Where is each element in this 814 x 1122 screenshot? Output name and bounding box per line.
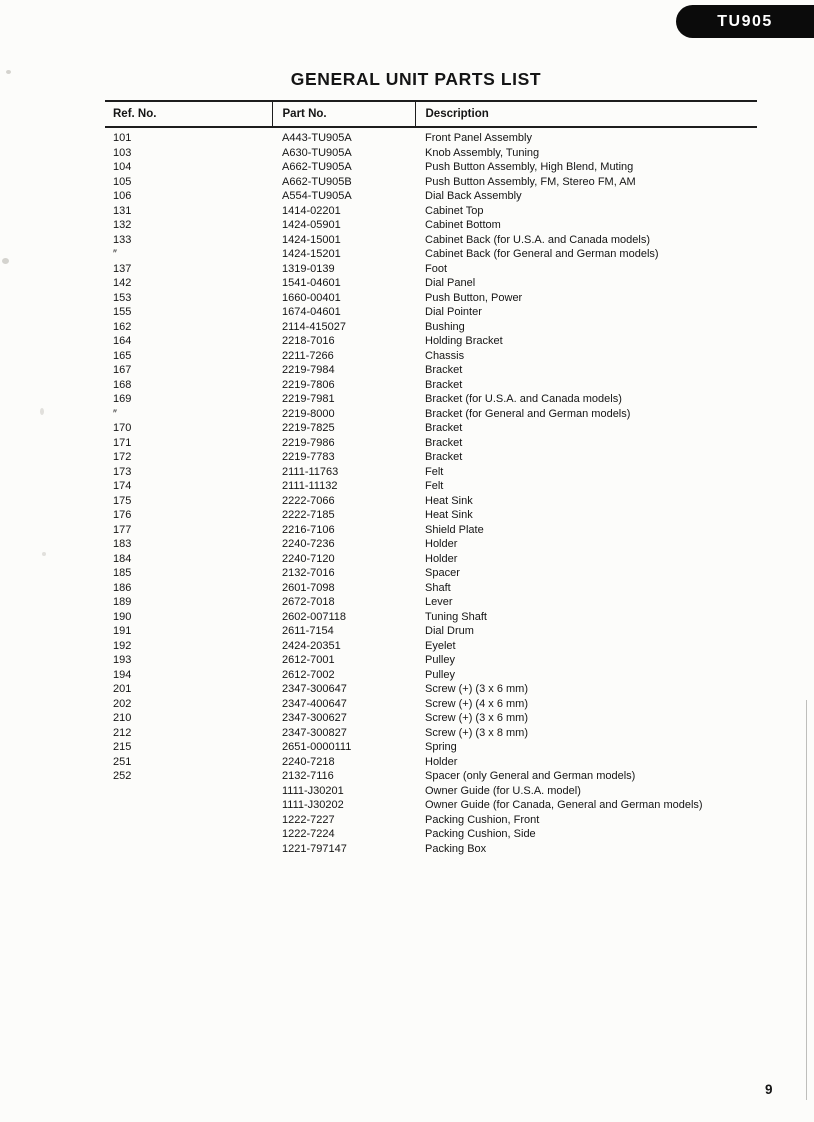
cell-ref: 176 — [113, 509, 132, 521]
parts-table — [105, 100, 757, 856]
table-row — [105, 305, 757, 320]
cell-desc: Holder — [425, 755, 458, 768]
table-row — [105, 262, 757, 277]
cell-ref: 171 — [113, 436, 132, 449]
scan-speckle — [2, 258, 9, 264]
table-row — [105, 204, 757, 219]
table-row — [105, 436, 757, 451]
cell-part: 2602-007118 — [282, 610, 347, 623]
cell-ref: 101 — [113, 132, 132, 144]
table-row — [105, 276, 757, 291]
cell-desc: Bracket — [425, 422, 463, 434]
cell-part: 2347-300627 — [282, 712, 347, 724]
table-row — [105, 624, 757, 639]
cell-ref: 185 — [113, 567, 132, 579]
cell-part: 2611-7154 — [282, 625, 334, 637]
cell-part: 2219-7806 — [282, 378, 335, 391]
table-row — [105, 711, 757, 726]
cell-desc: Holder — [425, 552, 458, 565]
cell-desc: Packing Cushion, Side — [425, 828, 536, 840]
table-row — [105, 146, 757, 161]
cell-part: 1414-02201 — [282, 204, 341, 217]
cell-part: A662-TU905B — [282, 175, 352, 188]
cell-part: 2651-0000111 — [282, 741, 352, 753]
page-title: GENERAL UNIT PARTS LIST — [290, 68, 542, 89]
cell-desc: Pulley — [425, 668, 455, 681]
cell-ref: 210 — [113, 712, 132, 724]
cell-desc: Spring — [425, 741, 457, 753]
cell-part: 1222-7227 — [282, 813, 335, 826]
cell-part: 2211-7266 — [282, 349, 334, 362]
cell-ref: 133 — [113, 233, 132, 246]
cell-part: 2240-7120 — [282, 552, 335, 565]
table-row — [105, 581, 757, 596]
cell-desc: Eyelet — [425, 639, 456, 652]
cell-desc: Knob Assembly, Tuning — [425, 146, 540, 159]
cell-desc: Owner Guide (for Canada, General and German models) — [425, 799, 703, 811]
cell-desc: Shield Plate — [425, 523, 484, 536]
cell-desc: Pulley — [425, 654, 455, 666]
table-row — [105, 363, 757, 378]
cell-desc: Spacer — [425, 567, 460, 579]
table-row — [105, 668, 757, 683]
cell-ref: 177 — [113, 523, 132, 536]
cell-ref: 186 — [113, 581, 132, 594]
header-row — [105, 101, 757, 127]
table-row — [105, 320, 757, 335]
cell-ref: 142 — [113, 277, 132, 289]
table-row — [105, 784, 757, 799]
cell-ref: 132 — [113, 219, 132, 231]
table-row — [105, 407, 757, 422]
cell-ref: 104 — [113, 161, 132, 173]
cell-ref: 191 — [113, 625, 132, 637]
cell-ref: 194 — [113, 668, 132, 681]
cell-part: 2222-7185 — [282, 509, 335, 521]
table-row — [105, 479, 757, 494]
cell-desc: Dial Pointer — [425, 306, 482, 318]
cell-ref: 131 — [113, 204, 132, 217]
cell-part: 1660-00401 — [282, 291, 341, 304]
column-header-ref-no: Ref. No. — [105, 101, 272, 127]
table-row — [105, 127, 757, 146]
cell-desc: Push Button Assembly, High Blend, Muting — [425, 161, 634, 173]
cell-ref: 251 — [113, 755, 132, 768]
cell-part: 2219-7825 — [282, 422, 335, 434]
scan-speckle — [40, 408, 44, 415]
cell-part: A630-TU905A — [282, 146, 352, 159]
cell-ref: 193 — [113, 654, 132, 666]
table-row — [105, 566, 757, 581]
model-badge — [676, 5, 814, 38]
cell-part: 2424-20351 — [282, 639, 341, 652]
cell-desc: Holding Bracket — [425, 335, 503, 347]
cell-part: 2347-300827 — [282, 726, 347, 739]
cell-ref — [105, 842, 272, 857]
cell-ref: 155 — [113, 306, 132, 318]
cell-ref: 165 — [113, 349, 132, 362]
cell-ref — [105, 827, 272, 842]
cell-ref: 192 — [113, 639, 132, 652]
cell-desc: Dial Drum — [425, 625, 474, 637]
scan-speckle — [42, 552, 46, 556]
cell-part: 1424-05901 — [282, 219, 341, 231]
cell-desc: Heat Sink — [425, 494, 473, 507]
cell-desc: Cabinet Back (for General and German models) — [425, 248, 659, 260]
table-row — [105, 610, 757, 625]
table-row — [105, 798, 757, 813]
cell-part: 2219-7783 — [282, 451, 335, 463]
table-row — [105, 175, 757, 190]
cell-ref: 189 — [113, 596, 132, 608]
cell-desc: Bracket — [425, 364, 463, 376]
cell-part: 2347-400647 — [282, 697, 347, 710]
cell-ref: 170 — [113, 422, 132, 434]
cell-desc: Holder — [425, 538, 458, 550]
table-row — [105, 189, 757, 204]
cell-desc: Heat Sink — [425, 509, 473, 521]
cell-desc: Push Button, Power — [425, 291, 523, 304]
cell-ref: 212 — [113, 726, 132, 739]
cell-ref: 175 — [113, 494, 132, 507]
cell-part: 2240-7218 — [282, 755, 335, 768]
cell-part: 1111-J30202 — [282, 799, 344, 811]
table-row — [105, 291, 757, 306]
table-row — [105, 537, 757, 552]
cell-desc: Push Button Assembly, FM, Stereo FM, AM — [425, 175, 636, 188]
table-row — [105, 247, 757, 262]
cell-ref: 184 — [113, 552, 132, 565]
cell-part: 1424-15201 — [282, 248, 341, 260]
cell-ref: 169 — [113, 393, 132, 405]
table-row — [105, 421, 757, 436]
table-row — [105, 595, 757, 610]
table-row — [105, 755, 757, 770]
cell-desc: Cabinet Bottom — [425, 219, 501, 231]
cell-part: 2114-415027 — [282, 320, 347, 333]
table-row — [105, 813, 757, 828]
cell-desc: Bushing — [425, 320, 465, 333]
cell-part: 2111-11132 — [282, 480, 338, 492]
cell-ref: ″ — [113, 248, 117, 260]
table-row — [105, 697, 757, 712]
cell-ref: 252 — [113, 770, 132, 782]
cell-part: 1319-0139 — [282, 262, 335, 275]
cell-part: 1111-J30201 — [282, 784, 344, 797]
cell-part: 2222-7066 — [282, 494, 335, 507]
cell-desc: Bracket — [425, 451, 463, 463]
table-row — [105, 334, 757, 349]
cell-desc: Packing Cushion, Front — [425, 813, 540, 826]
cell-part: 2219-8000 — [282, 407, 335, 420]
table-row — [105, 726, 757, 741]
cell-desc: Cabinet Back (for U.S.A. and Canada models) — [425, 233, 651, 246]
cell-desc: Lever — [425, 596, 453, 608]
cell-ref: 103 — [113, 146, 132, 159]
table-row — [105, 160, 757, 175]
cell-ref: 174 — [113, 480, 132, 492]
cell-ref: 168 — [113, 378, 132, 391]
cell-ref: 183 — [113, 538, 132, 550]
table-row — [105, 465, 757, 480]
table-row — [105, 740, 757, 755]
table-row — [105, 653, 757, 668]
cell-part: 2612-7001 — [282, 654, 335, 666]
parts-table-body — [105, 127, 757, 856]
cell-part: A443-TU905A — [282, 132, 352, 144]
table-row — [105, 233, 757, 248]
cell-desc: Packing Box — [425, 842, 487, 855]
cell-desc: Foot — [425, 262, 448, 275]
cell-ref: 202 — [113, 697, 132, 710]
cell-ref: 153 — [113, 291, 132, 304]
cell-desc: Shaft — [425, 581, 451, 594]
scan-artifact-line — [806, 700, 807, 1100]
scan-speckle — [6, 70, 11, 74]
cell-part: 2601-7098 — [282, 581, 335, 594]
cell-desc: Bracket — [425, 436, 463, 449]
cell-desc: Screw (+) (4 x 6 mm) — [425, 697, 528, 710]
model-badge-label: TU905 — [717, 12, 773, 30]
cell-part: 2219-7986 — [282, 436, 335, 449]
cell-ref: ″ — [113, 407, 117, 420]
parts-table-header — [105, 101, 757, 127]
cell-part: 2672-7018 — [282, 596, 335, 608]
table-row — [105, 523, 757, 538]
cell-part: 1541-04601 — [282, 277, 341, 289]
cell-desc: Dial Back Assembly — [425, 190, 522, 202]
cell-desc: Felt — [425, 480, 444, 492]
cell-ref: 106 — [113, 190, 132, 202]
cell-part: 1674-04601 — [282, 306, 341, 318]
table-row — [105, 392, 757, 407]
cell-part: 2218-7016 — [282, 335, 335, 347]
cell-ref — [105, 798, 272, 813]
table-row — [105, 494, 757, 509]
cell-part: 2219-7984 — [282, 364, 335, 376]
cell-part: 2240-7236 — [282, 538, 335, 550]
cell-part: 2132-7116 — [282, 770, 334, 782]
cell-ref: 105 — [113, 175, 132, 188]
table-row — [105, 349, 757, 364]
table-row — [105, 552, 757, 567]
cell-desc: Bracket (for General and German models) — [425, 407, 631, 420]
cell-desc: Felt — [425, 465, 444, 478]
table-row — [105, 450, 757, 465]
cell-ref: 164 — [113, 335, 132, 347]
column-header-part-no: Part No. — [272, 101, 415, 127]
cell-ref: 215 — [113, 741, 132, 753]
cell-part: 2612-7002 — [282, 668, 335, 681]
table-row — [105, 682, 757, 697]
table-row — [105, 827, 757, 842]
cell-desc: Tuning Shaft — [425, 610, 487, 623]
cell-part: 2347-300647 — [282, 683, 347, 695]
cell-part: 2219-7981 — [282, 393, 335, 405]
cell-part: A662-TU905A — [282, 161, 352, 173]
table-row — [105, 842, 757, 857]
cell-part: A554-TU905A — [282, 190, 352, 202]
cell-ref — [105, 813, 272, 828]
cell-ref: 190 — [113, 610, 132, 623]
cell-ref: 162 — [113, 320, 132, 333]
cell-part: 1221-797147 — [282, 842, 347, 855]
cell-ref — [105, 784, 272, 799]
table-row — [105, 378, 757, 393]
cell-desc: Bracket — [425, 378, 463, 391]
cell-desc: Screw (+) (3 x 6 mm) — [425, 683, 528, 695]
cell-desc: Cabinet Top — [425, 204, 484, 217]
cell-ref: 137 — [113, 262, 132, 275]
cell-desc: Bracket (for U.S.A. and Canada models) — [425, 393, 622, 405]
cell-desc: Dial Panel — [425, 277, 476, 289]
cell-part: 1424-15001 — [282, 233, 341, 246]
cell-desc: Front Panel Assembly — [425, 132, 532, 144]
cell-part: 1222-7224 — [282, 828, 335, 840]
column-header-description: Description — [415, 101, 757, 127]
cell-desc: Chassis — [425, 349, 465, 362]
cell-part: 2111-11763 — [282, 465, 339, 478]
cell-desc: Screw (+) (3 x 8 mm) — [425, 726, 528, 739]
cell-ref: 172 — [113, 451, 132, 463]
cell-ref: 201 — [113, 683, 132, 695]
table-row — [105, 218, 757, 233]
table-row — [105, 508, 757, 523]
cell-desc: Owner Guide (for U.S.A. model) — [425, 784, 581, 797]
cell-part: 2132-7016 — [282, 567, 335, 579]
page-number: 9 — [765, 1082, 773, 1097]
cell-part: 2216-7106 — [282, 523, 335, 536]
cell-ref: 173 — [113, 465, 132, 478]
cell-ref: 167 — [113, 364, 132, 376]
table-row — [105, 769, 757, 784]
cell-desc: Spacer (only General and German models) — [425, 770, 636, 782]
table-row — [105, 639, 757, 654]
cell-desc: Screw (+) (3 x 6 mm) — [425, 712, 528, 724]
